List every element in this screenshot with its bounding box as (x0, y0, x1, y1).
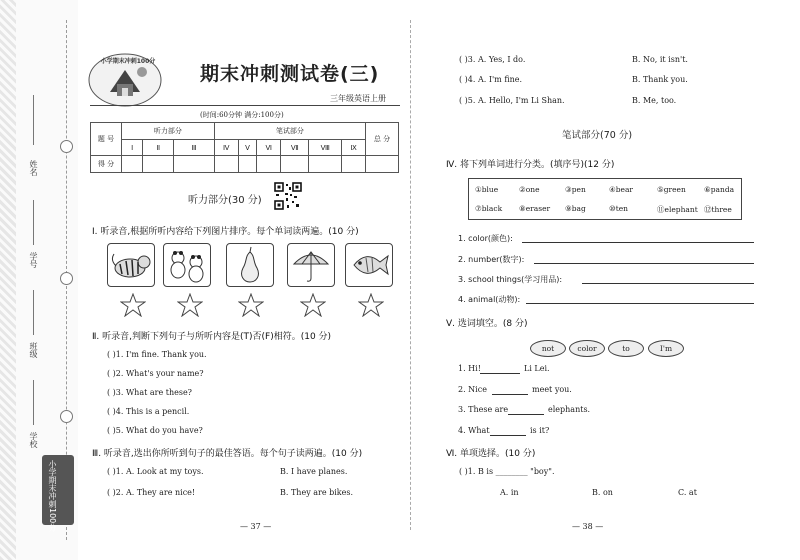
student-id-field-line[interactable] (33, 200, 35, 245)
school-label: 学校 (29, 432, 38, 448)
s2-item-5: ( )5. What do you have? (107, 426, 203, 435)
page-title: 期末冲刺测试卷(三) (200, 63, 380, 85)
col-header: Ⅳ (214, 140, 238, 156)
answer-star-2[interactable] (177, 293, 203, 317)
answer-star-3[interactable] (238, 293, 264, 317)
s6-option-b: B. on (592, 488, 613, 497)
option-to: to (608, 340, 644, 357)
category-animal-blank[interactable] (526, 303, 754, 304)
score-cell[interactable] (143, 156, 174, 173)
score-cell[interactable] (257, 156, 281, 173)
category-animal: 4. animal(动物): (458, 295, 521, 304)
s2-item-4: ( )4. This is a pencil. (107, 407, 190, 416)
col-header: Ⅵ (257, 140, 281, 156)
s2-item-2: ( )2. What's your name? (107, 369, 204, 378)
word-9: ⑨bag (565, 204, 586, 213)
score-table (90, 122, 399, 173)
header-rule (90, 105, 400, 106)
word-1: ①blue (475, 185, 499, 194)
score-cell[interactable] (238, 156, 257, 173)
section-5-title: Ⅴ. 选词填空。(8 分) (446, 319, 528, 329)
pear-picture (226, 243, 274, 287)
binding-pattern (0, 0, 16, 560)
s6-option-a: A. in (500, 488, 519, 497)
time-info: (时间:60分钟 满分:100分) (200, 111, 284, 119)
group-writing: 笔试部分 (214, 123, 365, 140)
s3-item-1-a: ( )1. A. Look at my toys. (107, 467, 204, 476)
s5-item-2-blank[interactable] (492, 394, 528, 395)
pandas-icon (164, 244, 210, 286)
fish-icon (346, 244, 392, 286)
word-12: ⑫three (704, 205, 732, 214)
s5-item-3-blank[interactable] (508, 414, 544, 415)
school-field-line[interactable] (33, 380, 35, 425)
score-cell[interactable] (174, 156, 215, 173)
col-header: Ⅸ (342, 140, 366, 156)
s3-item-5-a: ( )5. A. Hello, I'm Li Shan. (459, 96, 565, 105)
class-field-line[interactable] (33, 290, 35, 335)
section-1-title: Ⅰ. 听录音,根据所听内容给下列图片排序。每个单词读两遍。(10 分) (92, 227, 359, 237)
section-3-title: Ⅲ. 听录音,选出你所听到句子的最佳答语。每个句子读两遍。(10 分) (92, 449, 363, 459)
s3-item-4-b: B. Thank you. (632, 75, 688, 84)
option-not: not (530, 340, 566, 357)
page-number-right: — 38 — (572, 522, 604, 531)
category-color-blank[interactable] (522, 242, 754, 243)
score-cell[interactable] (309, 156, 342, 173)
score-cell[interactable] (281, 156, 309, 173)
s5-item-4-post: is it? (530, 426, 550, 435)
col-header: Ⅲ (174, 140, 215, 156)
tiger-icon (108, 244, 154, 286)
qr-code-icon[interactable] (274, 182, 302, 210)
class-label: 班级 (29, 342, 38, 358)
col-header: Ⅷ (309, 140, 342, 156)
brand-text: 小学期末冲刺100分 (48, 460, 57, 532)
category-number: 2. number(数字): (458, 255, 525, 264)
s5-item-3-pre: 3. These are (458, 405, 509, 414)
word-2: ②one (519, 185, 540, 194)
total-label: 总 分 (366, 123, 399, 156)
score-cell[interactable] (122, 156, 143, 173)
logo-text: 小学期末冲刺100分 (100, 58, 156, 65)
word-11: ⑪elephant (657, 205, 698, 214)
s6-option-c: C. at (678, 488, 697, 497)
s6-question-1: ( )1. B is ________ "boy". (459, 467, 555, 476)
option-im: I'm (648, 340, 684, 357)
word-4: ④bear (609, 185, 634, 194)
category-school-things: 3. school things(学习用品): (458, 275, 563, 284)
s2-item-1: ( )1. I'm fine. Thank you. (107, 350, 207, 359)
s5-item-1-blank[interactable] (480, 373, 520, 374)
s3-item-3-b: B. No, it isn't. (632, 55, 688, 64)
row-label-title: 题 号 (91, 123, 122, 156)
word-10: ⑩ten (609, 204, 629, 213)
written-heading: 笔试部分(70 分) (562, 130, 633, 141)
s2-item-3: ( )3. What are these? (107, 388, 192, 397)
s5-item-2-pre: 2. Nice (458, 385, 487, 394)
answer-star-5[interactable] (358, 293, 384, 317)
student-id-label: 学号 (29, 252, 38, 268)
s3-item-2-a: ( )2. A. They are nice! (107, 488, 196, 497)
answer-star-1[interactable] (120, 293, 146, 317)
answer-star-4[interactable] (300, 293, 326, 317)
score-cell[interactable] (366, 156, 399, 173)
col-header: Ⅰ (122, 140, 143, 156)
col-header: Ⅶ (281, 140, 309, 156)
category-number-blank[interactable] (534, 263, 754, 264)
binding-hole (60, 410, 73, 423)
name-field-line[interactable] (33, 95, 35, 145)
word-bank-box (468, 178, 742, 220)
section-4-title: Ⅳ. 将下列单词进行分类。(填序号)(12 分) (446, 160, 615, 170)
s5-item-4-pre: 4. What (458, 426, 490, 435)
word-8: ⑧eraser (519, 204, 551, 213)
word-3: ③pen (565, 185, 586, 194)
option-color: color (569, 340, 605, 357)
s3-item-1-b: B. I have planes. (280, 467, 348, 476)
s5-item-1-pre: 1. Hi! (458, 364, 481, 373)
s3-item-5-b: B. Me, too. (632, 96, 677, 105)
binding-hole (60, 140, 73, 153)
category-color: 1. color(颜色): (458, 234, 513, 243)
umbrella-icon (288, 244, 334, 286)
col-header: Ⅱ (143, 140, 174, 156)
group-listening: 听力部分 (122, 123, 215, 140)
tiger-picture (107, 243, 155, 287)
s3-item-4-a: ( )4. A. I'm fine. (459, 75, 523, 84)
score-cell[interactable] (342, 156, 366, 173)
umbrella-picture (287, 243, 335, 287)
score-cell[interactable] (214, 156, 238, 173)
binding-strip (0, 0, 78, 560)
listening-heading: 听力部分(30 分) (188, 195, 262, 206)
s5-item-4-blank[interactable] (490, 435, 526, 436)
row-label-score: 得 分 (91, 156, 122, 173)
grade-label: 三年级英语上册 (330, 94, 386, 103)
s5-item-2-post: meet you. (532, 385, 572, 394)
binding-hole (60, 272, 73, 285)
fish-picture (345, 243, 393, 287)
word-6: ⑥panda (704, 185, 735, 194)
s3-item-3-a: ( )3. A. Yes, I do. (459, 55, 526, 64)
s5-item-3-post: elephants. (548, 405, 591, 414)
col-header: Ⅴ (238, 140, 257, 156)
section-6-title: Ⅵ. 单项选择。(10 分) (446, 449, 536, 459)
section-2-title: Ⅱ. 听录音,判断下列句子与所听内容是(T)否(F)相符。(10 分) (92, 332, 332, 342)
word-5: ⑤green (657, 185, 686, 194)
name-label: 姓名 (29, 160, 38, 176)
category-school-things-blank[interactable] (582, 283, 754, 284)
pear-icon (227, 244, 273, 286)
word-7: ⑦black (475, 204, 503, 213)
page-number-left: — 37 — (240, 522, 272, 531)
pandas-picture (163, 243, 211, 287)
page-divider (410, 20, 412, 530)
s3-item-2-b: B. They are bikes. (280, 488, 354, 497)
s5-item-1-post: Li Lei. (524, 364, 550, 373)
